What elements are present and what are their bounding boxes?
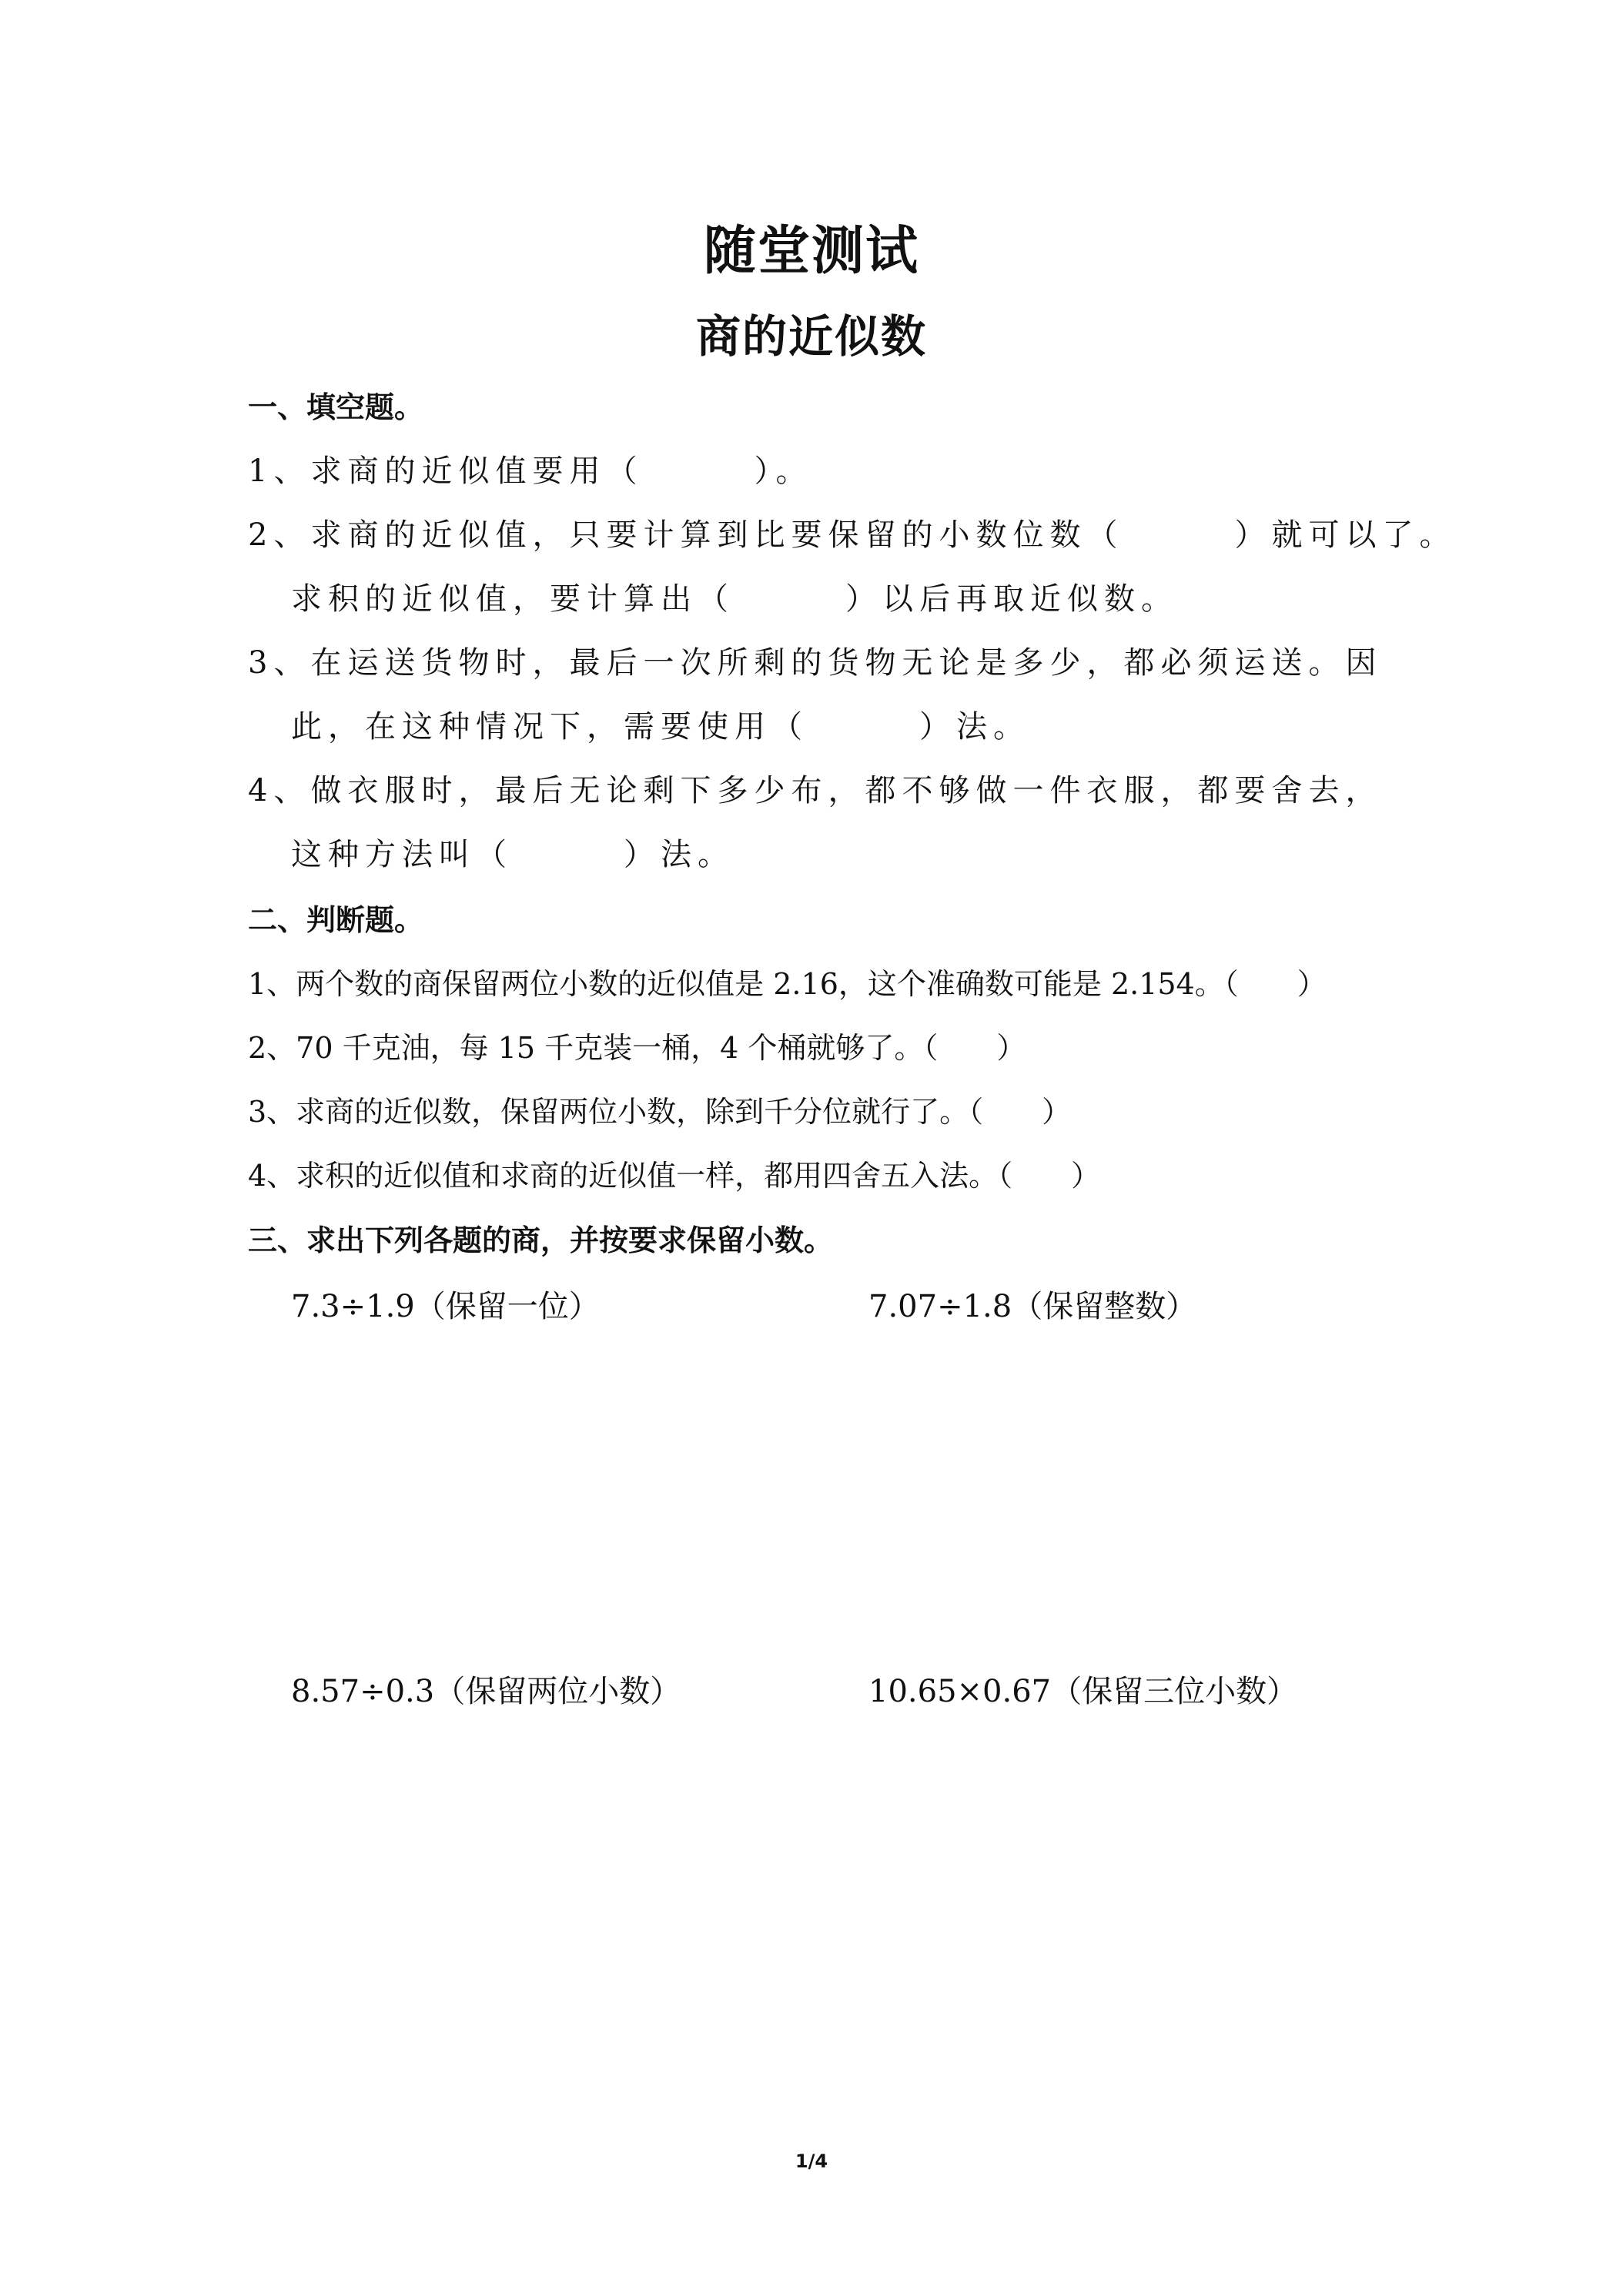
answer-area-2[interactable]: [868, 1340, 1330, 1617]
calculation-problem-2: 7.07÷1.8（保留整数）: [868, 1289, 1197, 1324]
fill-blank-question-2-continued: 求积的近似值，要计算出（ ）以后再取近似数。: [291, 581, 1178, 617]
section-heading-true-false: 二、判断题。: [248, 903, 424, 937]
calculation-problem-1: 7.3÷1.9（保留一位）: [291, 1289, 600, 1324]
calculation-problem-4: 10.65×0.67（保留三位小数）: [868, 1674, 1298, 1709]
calculation-problem-3: 8.57÷0.3（保留两位小数）: [291, 1674, 681, 1709]
true-false-question-1: 1、两个数的商保留两位小数的近似值是 2.16，这个准确数可能是 2.154。（ ）: [248, 967, 1327, 1001]
page-title: 随堂测试: [703, 221, 919, 282]
fill-blank-question-4-continued: 这种方法叫（ ）法。: [291, 837, 735, 872]
fill-blank-question-1: 1、求商的近似值要用（ ）。: [248, 454, 813, 489]
page-number: 1/4: [795, 2150, 828, 2172]
section-heading-calculation: 三、求出下列各题的商，并按要求保留小数。: [248, 1223, 834, 1257]
section-heading-fill-blank: 一、填空题。: [248, 390, 424, 424]
fill-blank-question-3: 3、在运送货物时，最后一次所剩的货物无论是多少，都必须运送。因: [248, 645, 1383, 681]
page-subtitle: 商的近似数: [695, 310, 927, 363]
fill-blank-question-4: 4、做衣服时，最后无论剩下多少布，都不够做一件衣服，都要舍去，: [248, 773, 1383, 808]
fill-blank-question-2: 2、求商的近似值，只要计算到比要保留的小数位数（ ）就可以了。: [248, 517, 1457, 553]
fill-blank-question-3-continued: 此，在这种情况下，需要使用（ ）法。: [291, 709, 1030, 745]
answer-area-4[interactable]: [868, 1725, 1330, 2002]
true-false-question-3: 3、求商的近似数，保留两位小数，除到千分位就行了。（ ）: [248, 1095, 1072, 1129]
answer-area-1[interactable]: [291, 1340, 753, 1617]
answer-area-3[interactable]: [291, 1725, 753, 2002]
true-false-question-2: 2、70 千克油，每 15 千克装一桶，4 个桶就够了。（ ）: [248, 1031, 1026, 1065]
true-false-question-4: 4、求积的近似值和求商的近似值一样，都用四舍五入法。（ ）: [248, 1159, 1101, 1193]
